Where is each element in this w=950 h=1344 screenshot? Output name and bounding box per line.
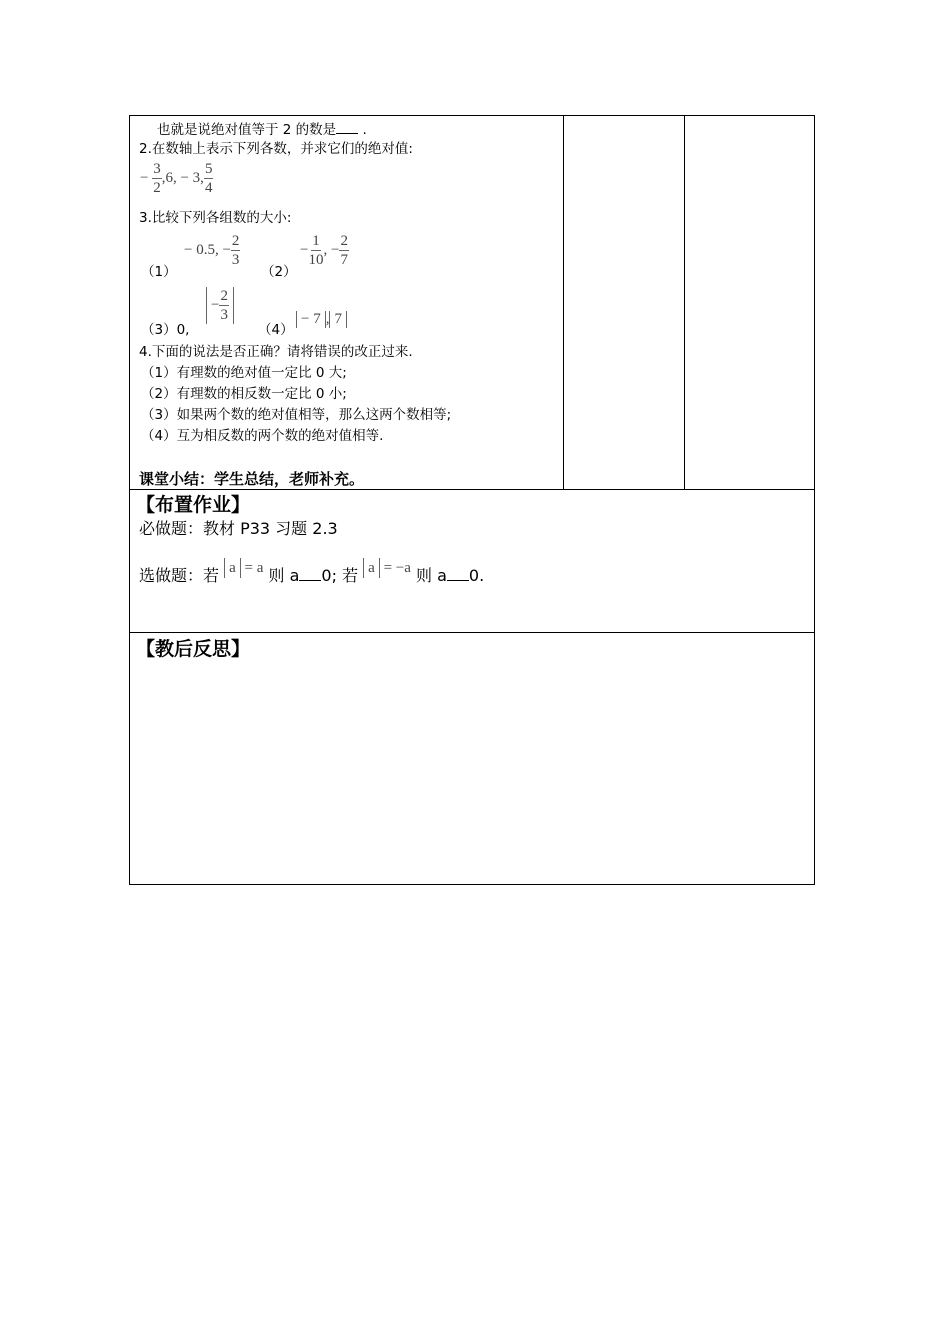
question-2: 2.在数轴上表示下列各数，并求它们的绝对值:	[139, 141, 413, 157]
statement-end: .	[358, 122, 367, 138]
q4-item-2: （2）有理数的相反数一定比 0 小;	[141, 386, 347, 402]
q4-item-1: （1）有理数的绝对值一定比 0 大;	[141, 365, 347, 381]
q4-item-4: （4）互为相反数的两个数的绝对值相等.	[141, 428, 384, 444]
fraction-2-7	[339, 232, 349, 269]
fraction-1-10	[308, 232, 323, 269]
expr-lead: −	[300, 241, 309, 258]
homework-optional	[139, 560, 485, 587]
question-3: 3.比较下列各组数的大小:	[139, 210, 292, 226]
homework-required: 必做题：教材 P33 习题 2.3	[139, 519, 338, 538]
number-list	[140, 160, 213, 197]
numerator: 1	[312, 233, 320, 249]
condition-rhs: = −a	[379, 560, 411, 576]
question-4: 4.下面的说法是否正确？请将错误的改正过来.	[139, 344, 413, 360]
numerator: 2	[340, 233, 348, 249]
absolute-value: a	[224, 558, 241, 578]
absolute-value	[206, 287, 234, 324]
expr-sep: , −	[323, 241, 340, 258]
abs-value-2-statement	[157, 119, 367, 138]
fraction-2-3	[219, 287, 229, 324]
then-2: 则 a	[416, 566, 447, 585]
statement-text: 也就是说绝对值等于 2 的数是	[157, 122, 337, 138]
answer-blank-2	[447, 566, 469, 581]
expr-sep: ,	[325, 311, 330, 327]
homework-title: 【布置作业】	[136, 494, 251, 516]
absolute-value: a	[363, 558, 380, 578]
number-list-mid: ,6, − 3,	[161, 169, 204, 186]
table-border-left	[129, 115, 130, 885]
q3-item-4-expr	[296, 311, 347, 328]
relation-1: 0; 若	[321, 566, 359, 585]
q3-item-3-expr	[206, 287, 234, 324]
absolute-value-b: 7	[329, 311, 347, 328]
neg-sign: −	[211, 296, 220, 313]
absolute-value-a: − 7	[296, 311, 326, 328]
q3-item-2-label: （2）	[261, 264, 297, 280]
expr-lead: − 0.5, −	[184, 241, 231, 258]
reflection-title: 【教后反思】	[136, 638, 251, 660]
q4-item-3: （3）如果两个数的绝对值相等，那么这两个数相等;	[141, 407, 452, 423]
q3-item-1-label: （1）	[141, 264, 177, 280]
neg-sign: −	[140, 169, 149, 186]
denominator: 7	[340, 252, 348, 268]
denominator: 10	[308, 252, 324, 268]
table-border-bottom	[129, 884, 815, 885]
class-summary: 课堂小结：学生总结，老师补充。	[139, 470, 365, 488]
fraction-3-2	[152, 160, 162, 197]
q3-item-4-label: （4）	[258, 322, 294, 338]
answer-blank	[336, 119, 358, 134]
optional-lead: 选做题：若	[139, 566, 220, 585]
denominator: 4	[204, 180, 213, 196]
condition-1	[224, 560, 263, 576]
then-1: 则 a	[268, 566, 300, 585]
denominator: 3	[220, 307, 228, 323]
answer-blank-1	[299, 566, 321, 581]
relation-2: 0.	[468, 566, 485, 585]
table-border-right	[814, 115, 815, 885]
fraction-2-3	[231, 232, 241, 269]
q3-item-3-label: （3）0,	[141, 322, 190, 338]
denominator: 3	[231, 252, 240, 268]
condition-rhs: = a	[240, 560, 264, 576]
numerator: 5	[204, 161, 213, 177]
q3-item-2-expr	[300, 232, 349, 269]
row-divider-homework	[129, 489, 815, 490]
numerator: 2	[231, 233, 240, 249]
denominator: 2	[153, 180, 161, 196]
fraction-5-4	[204, 160, 214, 197]
table-border-top	[129, 115, 815, 116]
numerator: 3	[153, 161, 161, 177]
column-divider-2	[684, 115, 685, 490]
q3-item-1-expr	[184, 232, 240, 269]
numerator: 2	[220, 288, 228, 304]
column-divider-1	[563, 115, 564, 490]
condition-2	[363, 560, 411, 576]
row-divider-reflection	[129, 632, 815, 633]
